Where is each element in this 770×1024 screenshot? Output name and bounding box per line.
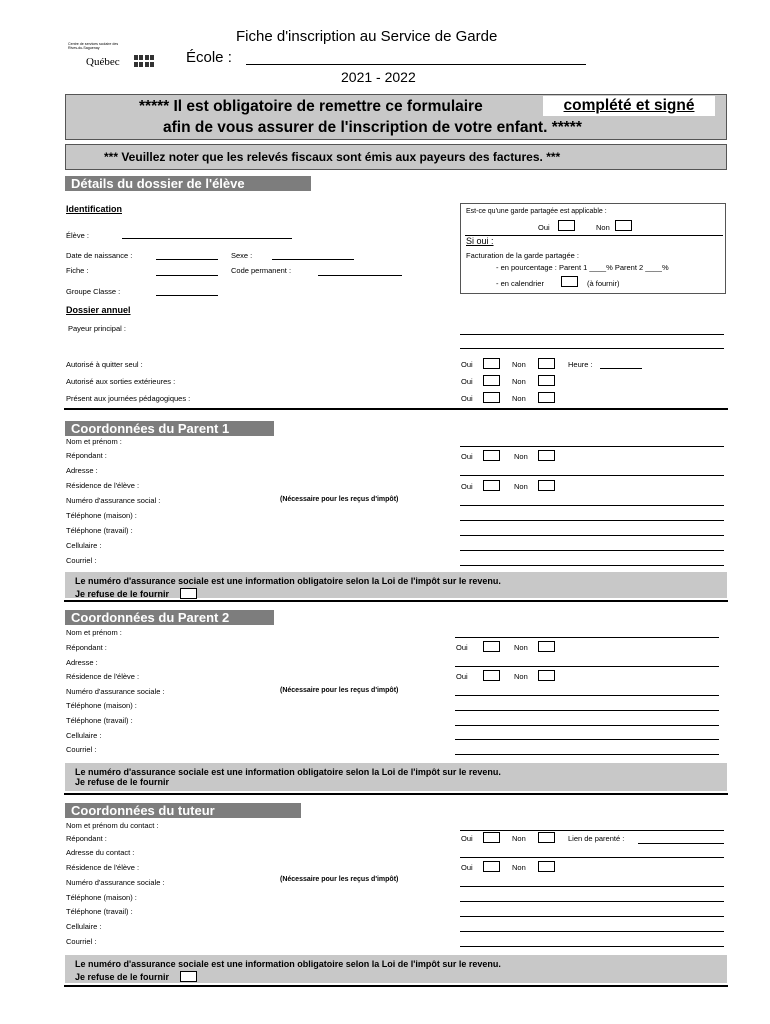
p1-courriel-input[interactable]	[460, 565, 724, 566]
p1-necessaire-label: (Nécessaire pour les reçus d'impôt)	[280, 496, 399, 503]
p2-repondant-label: Répondant :	[66, 643, 107, 652]
tut-tel-maison-label: Téléphone (maison) :	[66, 893, 137, 902]
pedago-oui-checkbox[interactable]	[483, 392, 500, 403]
tut-res-non-checkbox[interactable]	[538, 861, 555, 872]
fleur-de-lis-icon	[134, 54, 154, 66]
p1-rep-non-checkbox[interactable]	[538, 450, 555, 461]
si-oui-label: Si oui :	[466, 236, 494, 246]
tax-notice-text: *** Veuillez noter que les relevés fiscaux sont émis aux payeurs des factures. ***	[104, 150, 561, 164]
p2-rep-non-checkbox[interactable]	[538, 641, 555, 652]
form-title: Fiche d'inscription au Service de Garde	[236, 28, 498, 45]
sorties-non-checkbox[interactable]	[538, 375, 555, 386]
groupe-classe-input[interactable]	[156, 295, 218, 296]
p2-necessaire-label: (Nécessaire pour les reçus d'impôt)	[280, 687, 399, 694]
p1-nom-input[interactable]	[460, 446, 724, 447]
p2-notice-line1: Le numéro d'assurance sociale est une information obligatoire selon la Loi de l'impôt sur le revenu.	[75, 767, 501, 777]
tut-nom-label: Nom et prénom du contact :	[66, 821, 159, 830]
heure-label: Heure :	[568, 360, 593, 369]
p1-nom-label: Nom et prénom :	[66, 437, 122, 446]
p2-tel-maison-input[interactable]	[455, 710, 719, 711]
p1-cellulaire-label: Cellulaire :	[66, 541, 102, 550]
p1-res-oui-checkbox[interactable]	[483, 480, 500, 491]
p1-tel-travail-label: Téléphone (travail) :	[66, 526, 133, 535]
garde-divider	[465, 235, 723, 236]
p1-residence-label: Résidence de l'élève :	[66, 481, 140, 490]
tut-adresse-label: Adresse du contact :	[66, 848, 135, 857]
dob-label: Date de naissance :	[66, 251, 133, 260]
p2-courriel-label: Courriel :	[66, 745, 97, 754]
p2-rep-non-label: Non	[514, 643, 528, 652]
garde-non-checkbox[interactable]	[615, 220, 632, 231]
p2-res-non-checkbox[interactable]	[538, 670, 555, 681]
tut-lien-label: Lien de parenté :	[568, 834, 625, 843]
p2-adresse-input[interactable]	[455, 666, 719, 667]
p2-nas-label: Numéro d'assurance sociale :	[66, 687, 165, 696]
pedago-non-checkbox[interactable]	[538, 392, 555, 403]
p1-notice-line1: Le numéro d'assurance sociale est une information obligatoire selon la Loi de l'impôt sur le revenu.	[75, 576, 501, 586]
code-permanent-input[interactable]	[318, 275, 402, 276]
heure-input[interactable]	[600, 368, 642, 369]
p1-courriel-label: Courriel :	[66, 556, 97, 565]
p2-rep-oui-checkbox[interactable]	[483, 641, 500, 652]
tut-rep-oui-checkbox[interactable]	[483, 832, 500, 843]
p2-res-non-label: Non	[514, 672, 528, 681]
p1-tel-travail-input[interactable]	[460, 535, 724, 536]
school-label: École :	[186, 49, 232, 66]
tut-necessaire-label: (Nécessaire pour les reçus d'impôt)	[280, 876, 399, 883]
pedago-oui-label: Oui	[461, 394, 473, 403]
garde-oui-label: Oui	[538, 223, 550, 232]
tut-lien-input[interactable]	[638, 843, 724, 844]
p1-nas-input[interactable]	[460, 505, 724, 506]
garde-oui-checkbox[interactable]	[558, 220, 575, 231]
tut-rep-non-checkbox[interactable]	[538, 832, 555, 843]
parent1-section-title: Coordonnées du Parent 1	[65, 421, 274, 436]
identification-heading: Identification	[66, 204, 122, 214]
p1-tel-maison-input[interactable]	[460, 520, 724, 521]
p1-adresse-label: Adresse :	[66, 466, 98, 475]
p2-res-oui-checkbox[interactable]	[483, 670, 500, 681]
tut-cellulaire-input[interactable]	[460, 931, 724, 932]
tut-refuse-checkbox[interactable]	[180, 971, 197, 982]
p2-res-oui-label: Oui	[456, 672, 468, 681]
p2-adresse-label: Adresse :	[66, 658, 98, 667]
p1-res-non-label: Non	[514, 482, 528, 491]
a-fournir-label: (à fournir)	[587, 279, 620, 288]
p1-refuse-checkbox[interactable]	[180, 588, 197, 599]
parent2-section-title: Coordonnées du Parent 2	[65, 610, 274, 625]
tax-notice	[65, 144, 727, 170]
dossier-annuel-heading: Dossier annuel	[66, 305, 131, 315]
tut-res-oui-label: Oui	[461, 863, 473, 872]
tut-adresse-input[interactable]	[460, 857, 724, 858]
sorties-oui-label: Oui	[461, 377, 473, 386]
banner-highlight: complété et signé	[543, 96, 715, 116]
tut-nas-input[interactable]	[460, 886, 724, 887]
tut-res-oui-checkbox[interactable]	[483, 861, 500, 872]
tut-repondant-label: Répondant :	[66, 834, 107, 843]
tut-notice-line2: Je refuse de le fournir	[75, 969, 727, 982]
payeur-input-1[interactable]	[460, 334, 724, 335]
tuteur-section-title: Coordonnées du tuteur	[65, 803, 301, 818]
p1-repondant-label: Répondant :	[66, 451, 107, 460]
p2-residence-label: Résidence de l'élève :	[66, 672, 140, 681]
banner-line1: ***** Il est obligatoire de remettre ce formulaire	[139, 98, 483, 115]
p1-rep-oui-label: Oui	[461, 452, 473, 461]
quitter-oui-label: Oui	[461, 360, 473, 369]
payeur-input-2[interactable]	[460, 348, 724, 349]
calendrier-label: - en calendrier	[496, 279, 544, 288]
tut-tel-travail-label: Téléphone (travail) :	[66, 907, 133, 916]
p1-adresse-input[interactable]	[460, 475, 724, 476]
separator-1	[64, 408, 728, 410]
sexe-label: Sexe :	[231, 251, 253, 260]
groupe-classe-label: Groupe Classe :	[66, 287, 121, 296]
tut-tel-maison-input[interactable]	[460, 901, 724, 902]
p2-notice-line2: Je refuse de le fournir	[75, 777, 170, 787]
tut-rep-oui-label: Oui	[461, 834, 473, 843]
p1-rep-non-label: Non	[514, 452, 528, 461]
separator-4	[64, 985, 728, 987]
p2-rep-oui-label: Oui	[456, 643, 468, 652]
p2-nas-input[interactable]	[455, 695, 719, 696]
p2-cellulaire-input[interactable]	[455, 739, 719, 740]
eleve-input[interactable]	[122, 238, 292, 239]
tut-courriel-label: Courriel :	[66, 937, 97, 946]
p2-nom-input[interactable]	[455, 637, 719, 638]
tut-residence-label: Résidence de l'élève :	[66, 863, 140, 872]
garde-non-label: Non	[596, 223, 610, 232]
tut-notice-line1: Le numéro d'assurance sociale est une information obligatoire selon la Loi de l'impôt sur le revenu.	[75, 959, 501, 969]
school-input[interactable]	[246, 64, 586, 65]
p2-tel-travail-input[interactable]	[455, 725, 719, 726]
obligation-banner	[65, 94, 727, 140]
p1-tel-maison-label: Téléphone (maison) :	[66, 511, 137, 520]
sexe-input[interactable]	[272, 259, 354, 260]
tut-rep-non-label: Non	[512, 834, 526, 843]
garde-question: Est-ce qu'une garde partagée est applicable :	[466, 208, 607, 215]
p1-nas-label: Numéro d'assurance social :	[66, 496, 161, 505]
separator-3	[64, 793, 728, 795]
quitter-seul-label: Autorisé à quitter seul :	[66, 360, 143, 369]
p1-rep-oui-checkbox[interactable]	[483, 450, 500, 461]
eleve-label: Élève :	[66, 231, 89, 240]
p1-res-non-checkbox[interactable]	[538, 480, 555, 491]
tut-nom-input[interactable]	[460, 830, 724, 831]
tut-nas-notice	[65, 955, 727, 983]
logo-quebec-text: Québec	[86, 56, 120, 68]
pedagogiques-label: Présent aux journées pédagogiques :	[66, 394, 191, 403]
p2-nom-label: Nom et prénom :	[66, 628, 122, 637]
fiche-input[interactable]	[156, 275, 218, 276]
p1-notice-line2: Je refuse de le fournir	[75, 586, 727, 599]
fiche-label: Fiche :	[66, 266, 89, 275]
shared-custody-box	[460, 203, 726, 294]
logo-small-text: Centre de services scolaire des Rives-du-Saguenay	[68, 42, 119, 50]
banner-line2: afin de vous assurer de l'inscription de votre enfant. *****	[163, 119, 582, 136]
payeur-label: Payeur principal :	[68, 324, 126, 333]
p2-tel-maison-label: Téléphone (maison) :	[66, 701, 137, 710]
logo	[68, 42, 158, 68]
quitter-non-label: Non	[512, 360, 526, 369]
calendrier-checkbox[interactable]	[561, 276, 578, 287]
tut-tel-travail-input[interactable]	[460, 916, 724, 917]
p1-cellulaire-input[interactable]	[460, 550, 724, 551]
tut-courriel-input[interactable]	[460, 946, 724, 947]
code-permanent-label: Code permanent :	[231, 266, 292, 275]
sorties-non-label: Non	[512, 377, 526, 386]
quitter-oui-checkbox[interactable]	[483, 358, 500, 369]
tut-res-non-label: Non	[512, 863, 526, 872]
tut-cellulaire-label: Cellulaire :	[66, 922, 102, 931]
p1-nas-notice	[65, 572, 727, 598]
sorties-oui-checkbox[interactable]	[483, 375, 500, 386]
student-section-title: Détails du dossier de l'élève	[65, 176, 311, 191]
p2-tel-travail-label: Téléphone (travail) :	[66, 716, 133, 725]
sorties-label: Autorisé aux sorties extérieures :	[66, 377, 176, 386]
p2-nas-notice	[65, 763, 727, 791]
p2-cellulaire-label: Cellulaire :	[66, 731, 102, 740]
p2-courriel-input[interactable]	[455, 754, 719, 755]
pedago-non-label: Non	[512, 394, 526, 403]
facturation-label: Facturation de la garde partagée :	[466, 251, 579, 260]
quitter-non-checkbox[interactable]	[538, 358, 555, 369]
tut-nas-label: Numéro d'assurance sociale :	[66, 878, 165, 887]
pourcentage-label: - en pourcentage : Parent 1 ____% Parent 2 ____%	[496, 263, 669, 272]
separator-2	[64, 600, 728, 602]
p1-res-oui-label: Oui	[461, 482, 473, 491]
dob-input[interactable]	[156, 259, 218, 260]
school-year: 2021 - 2022	[341, 69, 416, 85]
